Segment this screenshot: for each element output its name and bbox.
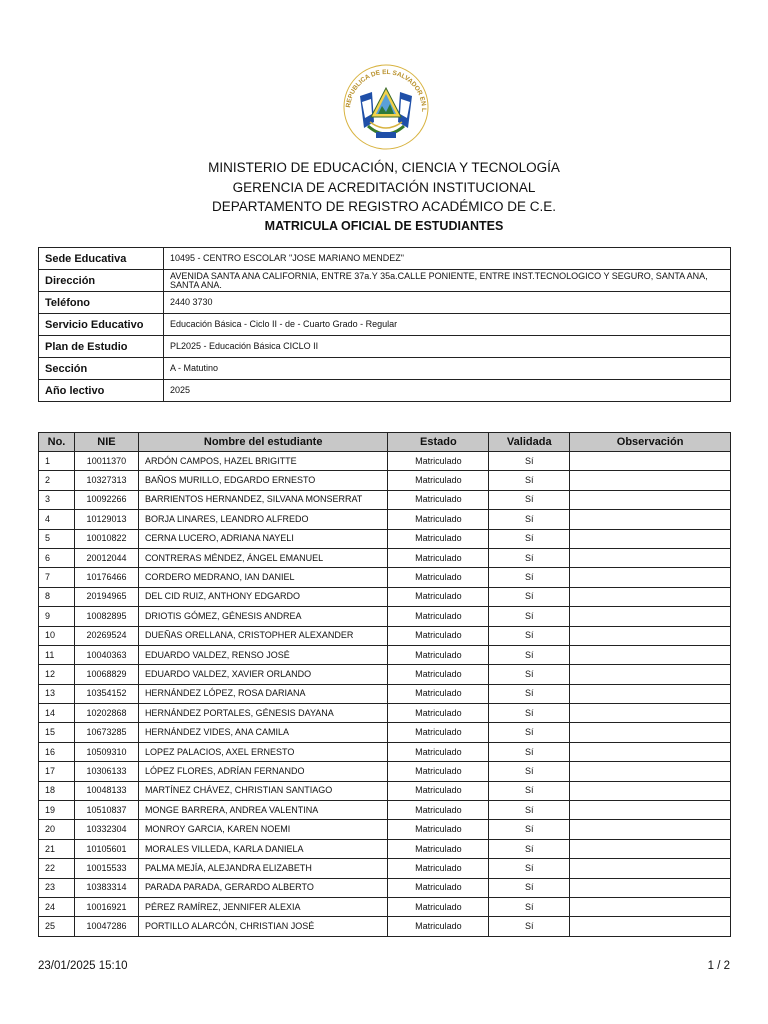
- svg-text:REPUBLICA DE EL SALVADOR EN LA: REPUBLICA DE EL SALVADOR EN L: [345, 68, 428, 112]
- student-nie: 10510837: [74, 801, 138, 820]
- student-nie: 10202868: [74, 704, 138, 723]
- student-validated: Sí: [489, 859, 570, 878]
- info-value: 2440 3730: [164, 292, 731, 314]
- table-row: [39, 723, 731, 742]
- student-number: 17: [39, 762, 75, 781]
- student-number: 23: [39, 878, 75, 897]
- info-label: Sede Educativa: [39, 248, 164, 270]
- info-row: [39, 314, 731, 336]
- info-value: 10495 - CENTRO ESCOLAR "JOSE MARIANO MENDEZ": [164, 248, 731, 270]
- student-status: Matriculado: [388, 626, 489, 645]
- table-row: [39, 665, 731, 684]
- management-name: GERENCIA DE ACREDITACIÓN INSTITUCIONAL: [232, 179, 536, 195]
- table-row: [39, 548, 731, 567]
- info-label: Sección: [39, 358, 164, 380]
- student-nie: 10105601: [74, 839, 138, 858]
- student-status: Matriculado: [388, 781, 489, 800]
- student-nie: 10092266: [74, 490, 138, 509]
- student-name: LOPEZ PALACIOS, AXEL ERNESTO: [138, 742, 387, 761]
- info-label: Plan de Estudio: [39, 336, 164, 358]
- student-status: Matriculado: [388, 762, 489, 781]
- student-validated: Sí: [489, 490, 570, 509]
- student-number: 1: [39, 452, 75, 471]
- school-info-table: [38, 247, 731, 402]
- student-number: 20: [39, 820, 75, 839]
- student-number: 7: [39, 568, 75, 587]
- info-value: 2025: [164, 380, 731, 402]
- student-number: 19: [39, 801, 75, 820]
- table-row: [39, 917, 731, 936]
- student-validated: Sí: [489, 587, 570, 606]
- student-number: 2: [39, 471, 75, 490]
- student-observation: [570, 626, 731, 645]
- student-name: HERNÁNDEZ PORTALES, GÉNESIS DAYANA: [138, 704, 387, 723]
- student-nie: 20194965: [74, 587, 138, 606]
- student-name: LÓPEZ FLORES, ADRÍAN FERNANDO: [138, 762, 387, 781]
- student-validated: Sí: [489, 762, 570, 781]
- info-row: [39, 292, 731, 314]
- student-name: MONROY GARCIA, KAREN NOEMI: [138, 820, 387, 839]
- student-observation: [570, 917, 731, 936]
- student-validated: Sí: [489, 471, 570, 490]
- student-observation: [570, 471, 731, 490]
- student-observation: [570, 762, 731, 781]
- table-row: [39, 704, 731, 723]
- student-number: 25: [39, 917, 75, 936]
- student-number: 4: [39, 510, 75, 529]
- student-name: CONTRERAS MÉNDEZ, ÁNGEL EMANUEL: [138, 548, 387, 567]
- table-row: [39, 626, 731, 645]
- student-status: Matriculado: [388, 529, 489, 548]
- info-label: Servicio Educativo: [39, 314, 164, 336]
- student-nie: 10673285: [74, 723, 138, 742]
- student-name: CORDERO MEDRANO, IAN DANIEL: [138, 568, 387, 587]
- student-nie: 10129013: [74, 510, 138, 529]
- student-validated: Sí: [489, 723, 570, 742]
- info-row: [39, 380, 731, 402]
- student-status: Matriculado: [388, 859, 489, 878]
- student-status: Matriculado: [388, 897, 489, 916]
- student-nie: 10306133: [74, 762, 138, 781]
- student-observation: [570, 529, 731, 548]
- student-nie: 10068829: [74, 665, 138, 684]
- student-status: Matriculado: [388, 645, 489, 664]
- student-observation: [570, 704, 731, 723]
- student-name: ARDÓN CAMPOS, HAZEL BRIGITTE: [138, 452, 387, 471]
- student-number: 16: [39, 742, 75, 761]
- document-header: [0, 158, 768, 236]
- table-row: [39, 839, 731, 858]
- student-status: Matriculado: [388, 723, 489, 742]
- student-nie: 10016921: [74, 897, 138, 916]
- student-nie: 20269524: [74, 626, 138, 645]
- student-number: 24: [39, 897, 75, 916]
- student-validated: Sí: [489, 742, 570, 761]
- table-row: [39, 820, 731, 839]
- info-label: Teléfono: [39, 292, 164, 314]
- student-nie: 10509310: [74, 742, 138, 761]
- student-validated: Sí: [489, 801, 570, 820]
- student-validated: Sí: [489, 510, 570, 529]
- student-observation: [570, 452, 731, 471]
- column-header-name: Nombre del estudiante: [138, 433, 387, 452]
- student-number: 21: [39, 839, 75, 858]
- student-name: PÉREZ RAMÍREZ, JENNIFER ALEXIA: [138, 897, 387, 916]
- student-number: 11: [39, 645, 75, 664]
- info-row: [39, 248, 731, 270]
- student-validated: Sí: [489, 568, 570, 587]
- table-row: [39, 645, 731, 664]
- info-value: PL2025 - Educación Básica CICLO II: [164, 336, 731, 358]
- table-row: [39, 897, 731, 916]
- student-observation: [570, 781, 731, 800]
- info-row: [39, 358, 731, 380]
- student-observation: [570, 859, 731, 878]
- student-status: Matriculado: [388, 742, 489, 761]
- info-label: Dirección: [39, 270, 164, 292]
- student-status: Matriculado: [388, 839, 489, 858]
- student-observation: [570, 510, 731, 529]
- student-number: 5: [39, 529, 75, 548]
- student-nie: 10332304: [74, 820, 138, 839]
- table-row: [39, 762, 731, 781]
- student-observation: [570, 897, 731, 916]
- student-name: PORTILLO ALARCÓN, CHRISTIAN JOSÉ: [138, 917, 387, 936]
- student-name: DEL CID RUIZ, ANTHONY EDGARDO: [138, 587, 387, 606]
- student-validated: Sí: [489, 607, 570, 626]
- student-validated: Sí: [489, 839, 570, 858]
- student-observation: [570, 801, 731, 820]
- student-observation: [570, 723, 731, 742]
- coat-of-arms-seal: [338, 62, 434, 152]
- table-row: [39, 529, 731, 548]
- student-validated: Sí: [489, 665, 570, 684]
- column-header-validada: Validada: [489, 433, 570, 452]
- column-header-nie: NIE: [74, 433, 138, 452]
- student-name: MARTÍNEZ CHÁVEZ, CHRISTIAN SANTIAGO: [138, 781, 387, 800]
- student-validated: Sí: [489, 917, 570, 936]
- student-nie: 10015533: [74, 859, 138, 878]
- student-status: Matriculado: [388, 878, 489, 897]
- info-value: A - Matutino: [164, 358, 731, 380]
- student-nie: 10048133: [74, 781, 138, 800]
- student-name: CERNA LUCERO, ADRIANA NAYELI: [138, 529, 387, 548]
- table-row: [39, 878, 731, 897]
- student-observation: [570, 645, 731, 664]
- student-nie: 10354152: [74, 684, 138, 703]
- print-timestamp: 23/01/2025 15:10: [38, 960, 128, 972]
- ministry-name: MINISTERIO DE EDUCACIÓN, CIENCIA Y TECNOLOGÍA: [208, 160, 560, 175]
- table-row: [39, 607, 731, 626]
- table-row: [39, 452, 731, 471]
- table-row: [39, 801, 731, 820]
- student-validated: Sí: [489, 897, 570, 916]
- student-name: HERNÁNDEZ VIDES, ANA CAMILA: [138, 723, 387, 742]
- info-row: [39, 270, 731, 292]
- student-number: 6: [39, 548, 75, 567]
- student-number: 3: [39, 490, 75, 509]
- table-row: [39, 684, 731, 703]
- student-number: 14: [39, 704, 75, 723]
- column-header-estado: Estado: [388, 433, 489, 452]
- table-row: [39, 471, 731, 490]
- page-number: 1 / 2: [707, 960, 730, 972]
- student-validated: Sí: [489, 529, 570, 548]
- student-name: HERNÁNDEZ LÓPEZ, ROSA DARIANA: [138, 684, 387, 703]
- student-status: Matriculado: [388, 587, 489, 606]
- student-number: 8: [39, 587, 75, 606]
- table-row: [39, 587, 731, 606]
- document-title: MATRICULA OFICIAL DE ESTUDIANTES: [264, 218, 504, 233]
- column-header-observacion: Observación: [570, 433, 731, 452]
- student-validated: Sí: [489, 684, 570, 703]
- student-observation: [570, 839, 731, 858]
- info-label: Año lectivo: [39, 380, 164, 402]
- student-validated: Sí: [489, 626, 570, 645]
- student-number: 13: [39, 684, 75, 703]
- student-observation: [570, 587, 731, 606]
- student-status: Matriculado: [388, 665, 489, 684]
- student-status: Matriculado: [388, 607, 489, 626]
- student-nie: 10327313: [74, 471, 138, 490]
- student-number: 18: [39, 781, 75, 800]
- table-row: [39, 568, 731, 587]
- table-row: [39, 490, 731, 509]
- student-status: Matriculado: [388, 568, 489, 587]
- student-name: EDUARDO VALDEZ, RENSO JOSÉ: [138, 645, 387, 664]
- student-observation: [570, 568, 731, 587]
- student-nie: 10047286: [74, 917, 138, 936]
- student-number: 22: [39, 859, 75, 878]
- student-observation: [570, 878, 731, 897]
- student-nie: 10010822: [74, 529, 138, 548]
- department-name: DEPARTAMENTO DE REGISTRO ACADÉMICO DE C.E.: [211, 199, 557, 214]
- student-validated: Sí: [489, 548, 570, 567]
- table-row: [39, 781, 731, 800]
- student-name: DRIOTIS GÓMEZ, GÉNESIS ANDREA: [138, 607, 387, 626]
- student-name: MORALES VILLEDA, KARLA DANIELA: [138, 839, 387, 858]
- student-validated: Sí: [489, 452, 570, 471]
- student-validated: Sí: [489, 704, 570, 723]
- student-observation: [570, 684, 731, 703]
- student-status: Matriculado: [388, 471, 489, 490]
- student-nie: 10011370: [74, 452, 138, 471]
- student-status: Matriculado: [388, 917, 489, 936]
- student-nie: 10176466: [74, 568, 138, 587]
- student-name: MONGE BARRERA, ANDREA VALENTINA: [138, 801, 387, 820]
- student-validated: Sí: [489, 878, 570, 897]
- student-name: EDUARDO VALDEZ, XAVIER ORLANDO: [138, 665, 387, 684]
- students-table-body: [39, 452, 731, 937]
- table-row: [39, 510, 731, 529]
- student-observation: [570, 742, 731, 761]
- student-nie: 10040363: [74, 645, 138, 664]
- student-observation: [570, 548, 731, 567]
- student-validated: Sí: [489, 781, 570, 800]
- student-observation: [570, 490, 731, 509]
- table-row: [39, 742, 731, 761]
- student-name: BAÑOS MURILLO, EDGARDO ERNESTO: [138, 471, 387, 490]
- table-row: [39, 859, 731, 878]
- student-status: Matriculado: [388, 704, 489, 723]
- student-status: Matriculado: [388, 548, 489, 567]
- student-name: DUEÑAS ORELLANA, CRISTOPHER ALEXANDER: [138, 626, 387, 645]
- student-status: Matriculado: [388, 820, 489, 839]
- student-observation: [570, 607, 731, 626]
- student-name: PALMA MEJÍA, ALEJANDRA ELIZABETH: [138, 859, 387, 878]
- student-status: Matriculado: [388, 801, 489, 820]
- student-name: PARADA PARADA, GERARDO ALBERTO: [138, 878, 387, 897]
- student-number: 10: [39, 626, 75, 645]
- column-header-no: No.: [39, 433, 75, 452]
- student-validated: Sí: [489, 820, 570, 839]
- student-number: 15: [39, 723, 75, 742]
- student-nie: 10082895: [74, 607, 138, 626]
- student-name: BARRIENTOS HERNANDEZ, SILVANA MONSERRAT: [138, 490, 387, 509]
- student-validated: Sí: [489, 645, 570, 664]
- student-number: 12: [39, 665, 75, 684]
- info-value: Educación Básica - Ciclo II - de - Cuarto Grado - Regular: [164, 314, 731, 336]
- student-status: Matriculado: [388, 684, 489, 703]
- student-observation: [570, 820, 731, 839]
- table-header-row: [39, 433, 731, 452]
- student-observation: [570, 665, 731, 684]
- student-name: BORJA LINARES, LEANDRO ALFREDO: [138, 510, 387, 529]
- student-nie: 10383314: [74, 878, 138, 897]
- student-status: Matriculado: [388, 510, 489, 529]
- info-row: [39, 336, 731, 358]
- students-table: [38, 432, 731, 937]
- student-number: 9: [39, 607, 75, 626]
- student-nie: 20012044: [74, 548, 138, 567]
- student-status: Matriculado: [388, 490, 489, 509]
- info-value: AVENIDA SANTA ANA CALIFORNIA, ENTRE 37a.Y 35a.CALLE PONIENTE, ENTRE INST.TECNOLOGICO Y SEGURO, SANTA ANA, SANTA ANA.: [164, 270, 731, 292]
- student-status: Matriculado: [388, 452, 489, 471]
